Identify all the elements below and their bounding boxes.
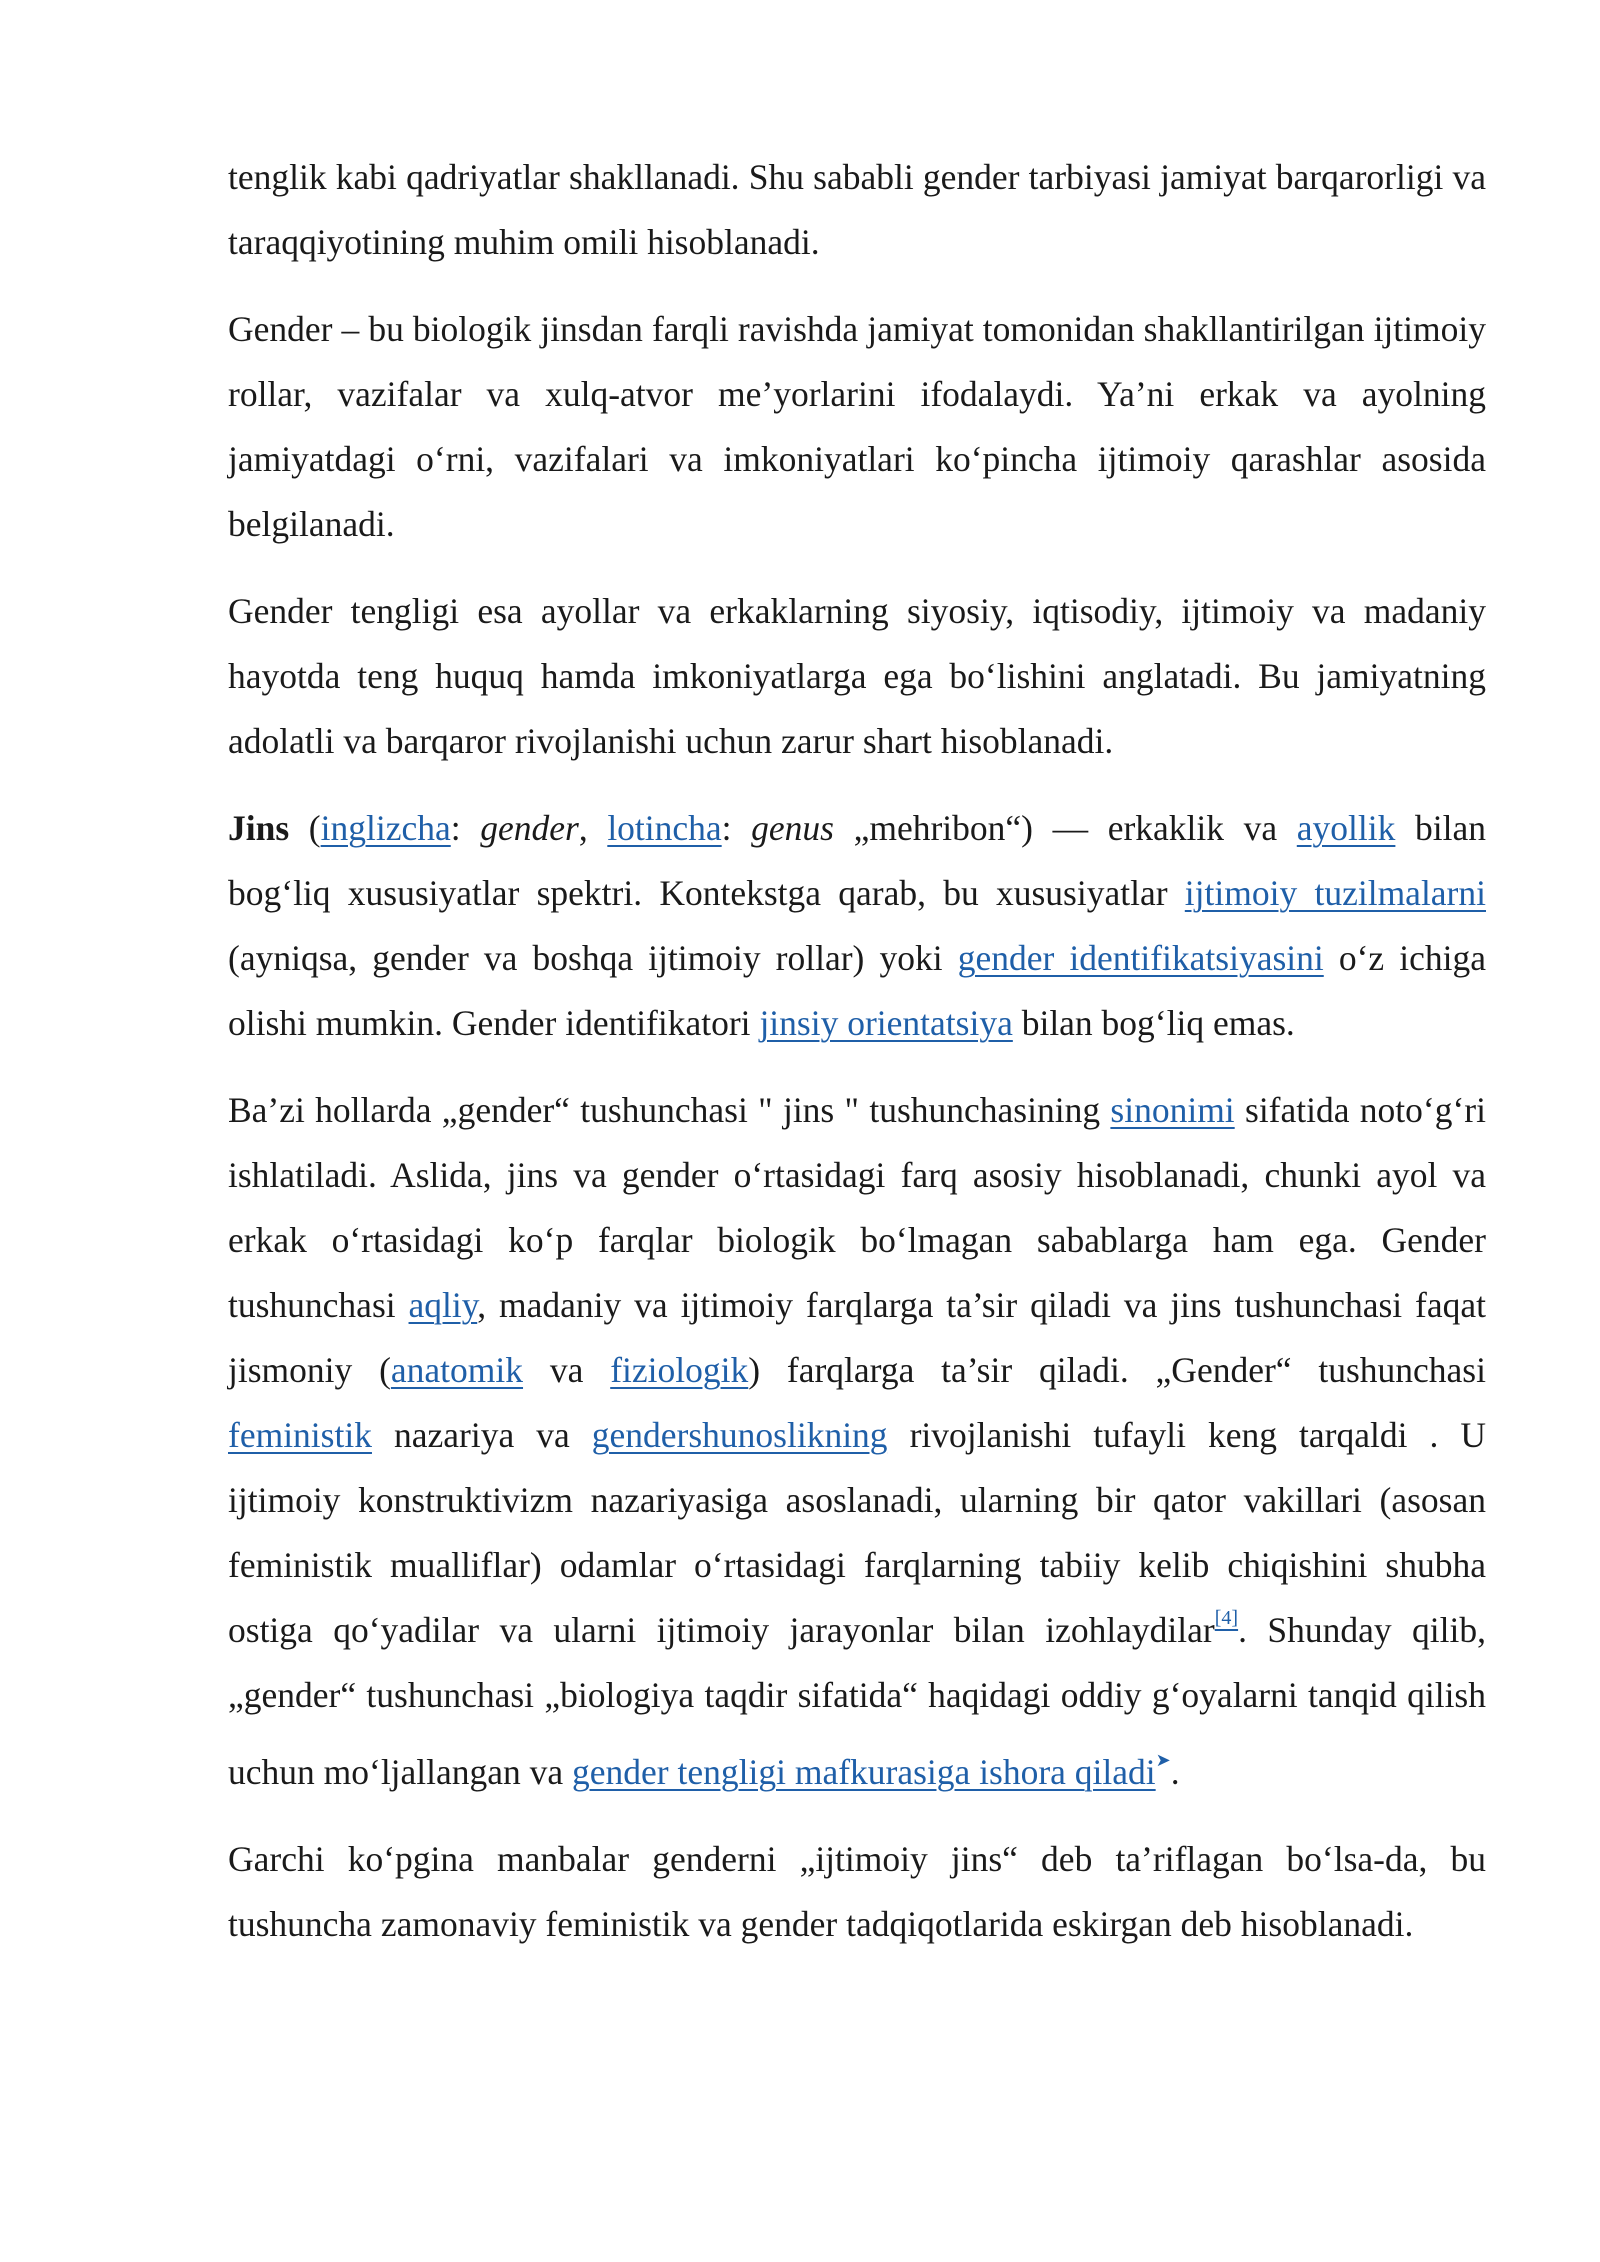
link-aqliy[interactable]: aqliy bbox=[408, 1285, 478, 1325]
text: „mehribon“) — erkaklik va bbox=[833, 808, 1297, 848]
link-sinonimi[interactable]: sinonimi bbox=[1110, 1090, 1235, 1130]
document-page bbox=[228, 145, 1486, 1979]
text: Ba’zi hollarda „gender“ tushunchasi " jins " tushunchasining bbox=[228, 1090, 1111, 1130]
text: bilan bog‘liq xususiyatlar spektri. Kontekstga qarab, bu xususiyatlar bbox=[228, 808, 1486, 913]
link-anatomik[interactable]: anatomik bbox=[390, 1350, 524, 1390]
text: (ayniqsa, gender va boshqa ijtimoiy rollar) yoki bbox=[228, 938, 958, 978]
link-ijtimoiy-tuzilmalarni[interactable]: ijtimoiy tuzilmalarni bbox=[1184, 873, 1486, 913]
italic-genus: genus bbox=[751, 808, 834, 848]
text: : bbox=[721, 808, 752, 848]
link-ayollik[interactable]: ayollik bbox=[1296, 808, 1396, 848]
text: ) farqlarga ta’sir qiladi. „Gender“ tushunchasi bbox=[748, 1350, 1486, 1390]
link-feministik[interactable]: feministik bbox=[228, 1415, 372, 1455]
link-fiziologik[interactable]: fiziologik bbox=[610, 1350, 749, 1390]
text: va bbox=[523, 1350, 611, 1390]
text: . Shunday qilib, „gender“ tushunchasi „biologiya taqdir sifatida“ haqidagi oddiy g‘oyalarni tanqid qilish uchun mo‘ljallangan va bbox=[228, 1610, 1486, 1792]
term-jins: Jins bbox=[228, 808, 290, 848]
text: bilan bog‘liq emas. bbox=[1012, 1003, 1295, 1043]
footnote-link[interactable]: [4] bbox=[1214, 1607, 1239, 1629]
text: : bbox=[450, 808, 481, 848]
text: o‘z ichiga olishi mumkin. Gender identifikatori bbox=[228, 938, 1486, 1043]
text: . bbox=[1170, 1752, 1180, 1792]
paragraph-4 bbox=[228, 796, 1486, 1056]
link-gender-identifikatsiyasini[interactable]: gender identifikatsiyasini bbox=[957, 938, 1324, 978]
link-inglizcha[interactable]: inglizcha bbox=[320, 808, 451, 848]
external-link-arrow-icon: ➤ bbox=[1155, 1750, 1171, 1770]
text: nazariya va bbox=[371, 1415, 592, 1455]
paragraph-5 bbox=[228, 1078, 1486, 1805]
text: rivojlanishi tufayli keng tarqaldi . U ijtimoiy konstruktivizm nazariyasiga asoslanadi, ularning bir qator vakillari (asosan feministik mualliflar) odamlar o‘rtasidagi farqlarning tabiiy kelib chiqishini shubha ostiga qo‘yadilar va ularni ijtimoiy jarayonlar bilan izohlaydilar bbox=[228, 1415, 1486, 1650]
text: sifatida noto‘g‘ri ishlatiladi. Aslida, jins va gender o‘rtasidagi farq asosiy hisoblanadi, chunki ayol va erkak o‘rtasidagi ko‘p farqlar biologik bo‘lmagan sabablarga ham ega. Gender tushunchasi bbox=[228, 1090, 1486, 1325]
link-gendershunoslikning[interactable]: gendershunoslikning bbox=[591, 1415, 888, 1455]
paragraph-3: Gender tengligi esa ayollar va erkaklarning siyosiy, iqtisodiy, ijtimoiy va madaniy hayotda teng huquq hamda imkoniyatlarga ega bo‘lishini anglatadi. Bu jamiyatning adolatli va barqaror rivojlanishi uchun zarur shart hisoblanadi. bbox=[228, 591, 1486, 761]
text: , madaniy va ijtimoiy farqlarga ta’sir qiladi va jins tushunchasi faqat jismoniy ( bbox=[228, 1285, 1486, 1390]
link-gender-tengligi-mafkurasi[interactable]: gender tengligi mafkurasiga ishora qiladi bbox=[572, 1752, 1156, 1792]
text: ( bbox=[289, 808, 321, 848]
paragraph-1: tenglik kabi qadriyatlar shakllanadi. Shu sababli gender tarbiyasi jamiyat barqarorligi va taraqqiyotining muhim omili hisoblanadi. bbox=[228, 157, 1486, 262]
footnote-ref bbox=[1215, 1607, 1238, 1629]
paragraph-6: Garchi ko‘pgina manbalar genderni „ijtimoiy jins“ deb ta’riflagan bo‘lsa-da, bu tushuncha zamonaviy feministik va gender tadqiqotlarida eskirgan deb hisoblanadi. bbox=[228, 1839, 1486, 1944]
italic-gender: gender bbox=[480, 808, 579, 848]
link-jinsiy-orientatsiya[interactable]: jinsiy orientatsiya bbox=[759, 1003, 1013, 1043]
text: , bbox=[578, 808, 608, 848]
link-lotincha[interactable]: lotincha bbox=[607, 808, 722, 848]
paragraph-2: Gender – bu biologik jinsdan farqli ravishda jamiyat tomonidan shakllantirilgan ijtimoiy rollar, vazifalar va xulq-atvor me’yorlarini ifodalaydi. Ya’ni erkak va ayolning jamiyatdagi o‘rni, vazifalari va imkoniyatlari ko‘pincha ijtimoiy qarashlar asosida belgilanadi. bbox=[228, 309, 1486, 544]
